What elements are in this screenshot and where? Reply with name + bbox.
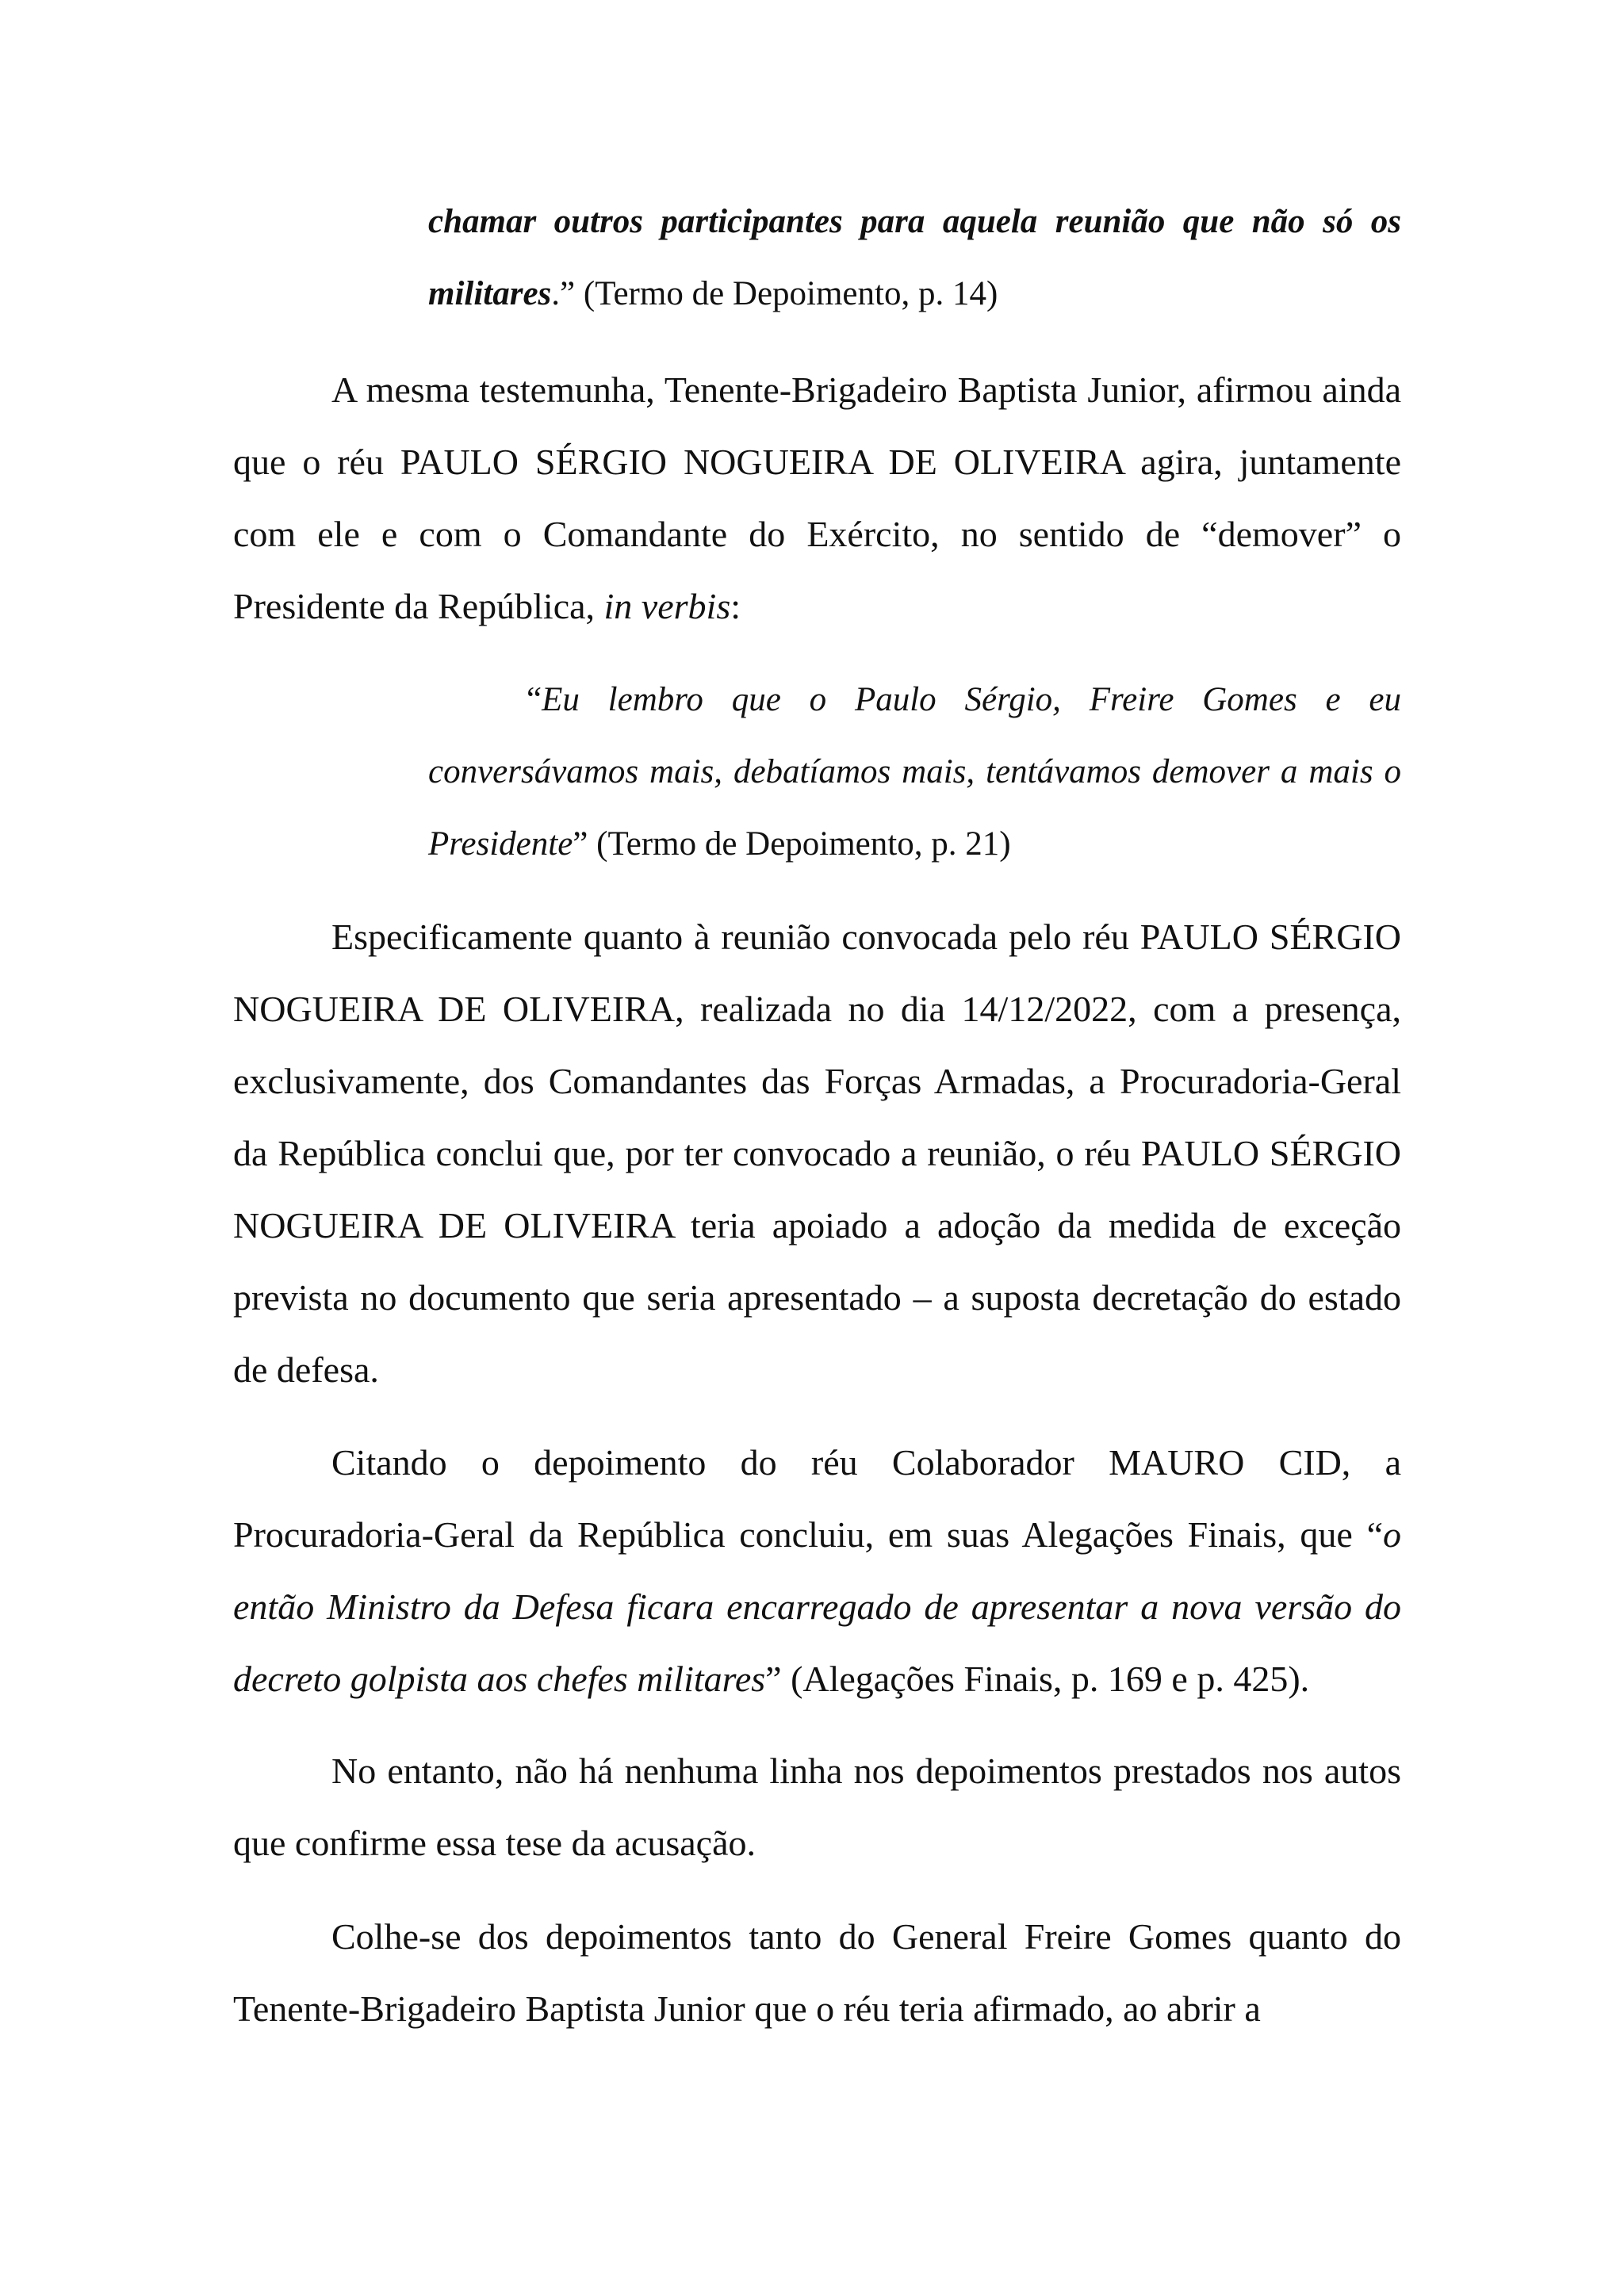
paragraph-1 bbox=[233, 354, 1401, 642]
paragraph-2-text: Especificamente quanto à reunião convocada pelo réu PAULO SÉRGIO NOGUEIRA DE OLIVEIRA, realizada no dia 14/12/2022, com a presença, exclusivamente, dos Comandantes das Forças Armadas, a Procuradoria-Geral da República conclui que, por ter convocado a reunião, o réu PAULO SÉRGIO NOGUEIRA DE OLIVEIRA teria apoiado a adoção da medida de exceção prevista no documento que seria apresentado – a suposta decretação do estado de defesa. bbox=[233, 916, 1401, 1390]
paragraph-3-tail: ” (Alegações Finais, p. 169 e p. 425). bbox=[765, 1659, 1310, 1699]
paragraph-5 bbox=[233, 1900, 1401, 2045]
paragraph-4 bbox=[233, 1735, 1401, 1879]
paragraph-2 bbox=[233, 901, 1401, 1406]
quote-block-2 bbox=[428, 664, 1401, 880]
quote-2-italic: Eu lembro que o Paulo Sérgio, Freire Gomes e eu conversávamos mais, debatíamos mais, tentávamos demover a mais o Presidente bbox=[428, 681, 1401, 863]
quote-2-body bbox=[428, 664, 1401, 880]
quote-continuation bbox=[428, 186, 1401, 330]
paragraph-1-text: A mesma testemunha, Tenente-Brigadeiro Baptista Junior, afirmou ainda que o réu PAULO SÉRGIO NOGUEIRA DE OLIVEIRA agira, juntamente com ele e com o Comandante do Exército, no sentido de “demover” o Presidente da República, bbox=[233, 369, 1401, 626]
paragraph-3-italic: o então Ministro da Defesa ficara encarregado de apresentar a nova versão do decreto golpista aos chefes militares bbox=[233, 1514, 1401, 1699]
paragraph-4-text: No entanto, não há nenhuma linha nos depoimentos prestados nos autos que confirme essa tese da acusação. bbox=[233, 1751, 1401, 1863]
quote-citation: .” (Termo de Depoimento, p. 14) bbox=[551, 275, 998, 312]
paragraph-3 bbox=[233, 1426, 1401, 1715]
paragraph-1-italic: in verbis bbox=[603, 586, 731, 626]
paragraph-3-text: Citando o depoimento do réu Colaborador MAURO CID, a Procuradoria-Geral da República concluiu, em suas Alegações Finais, que “ bbox=[233, 1442, 1401, 1555]
quote-italic-bold-text: chamar outros participantes para aquela reunião que não só os militares bbox=[428, 203, 1401, 312]
paragraph-5-text: Colhe-se dos depoimentos tanto do General Freire Gomes quanto do Tenente-Brigadeiro Baptista Junior que o réu teria afirmado, ao abrir a bbox=[233, 1916, 1401, 2029]
quote-2-citation: ” (Termo de Depoimento, p. 21) bbox=[573, 825, 1011, 863]
paragraph-1-tail: : bbox=[730, 586, 741, 626]
quote-2-open: “ bbox=[527, 681, 542, 718]
